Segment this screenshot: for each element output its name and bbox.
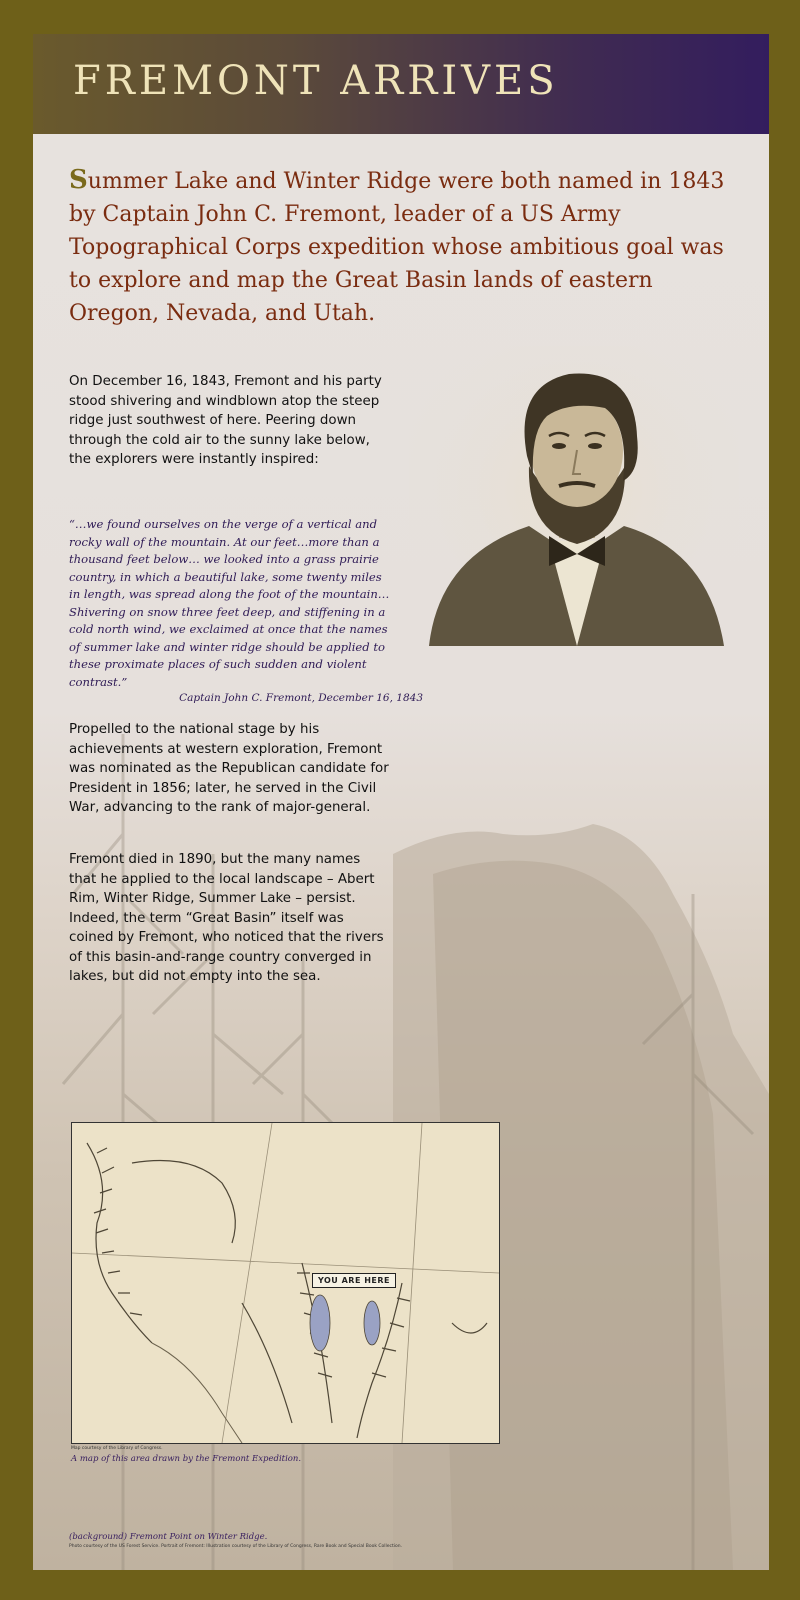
historic-map [71,1122,500,1444]
map-credit: Map courtesy of the Library of Congress. [71,1446,163,1451]
paragraph-legacy: Fremont died in 1890, but the many names that he applied to the local landscape – Abert Rim, Winter Ridge, Summer Lake – persist. Indeed, the term “Great Basin” itself was coined by Fremont, who noticed that the rivers of this basin-and-range country converged in lakes, but did not empty into the sea. [69,852,384,984]
intro-paragraph [69,164,729,330]
fremont-quote: “…we found ourselves on the verge of a vertical and rocky wall of the mountain. At our feet…more than a thousand feet below… we looked into a grass prairie country, in which a beautiful lake, some twenty miles in length, was spread along the foot of the mountain… Shivering on snow three feet deep, and stiffening in a cold north wind, we exclaimed at once that the names of summer lake and winter ridge should be applied to these proximate places of such sudden and violent contrast.” [69,517,390,689]
map-caption: A map of this area drawn by the Fremont Expedition. [71,1454,302,1464]
map-drawing [72,1123,499,1443]
page-title: FREMONT ARRIVES [73,58,559,104]
photo-credit: Photo courtesy of the US Forest Service. Portrait of Fremont: Illustration courtesy of the Library of Congress, Rare Book and Special Book Collection. [69,1544,403,1549]
map-summer-lake [310,1295,330,1351]
paragraph-national-stage: Propelled to the national stage by his achievements at western exploration, Fremont was nominated as the Republican candidate for President in 1856; later, he served in the Civil War, advancing to the rank of major-general. [69,722,389,815]
you-are-here-marker: YOU ARE HERE [312,1273,396,1288]
fremont-portrait [409,346,739,666]
content-panel [33,134,769,1570]
intro-text: ummer Lake and Winter Ridge were both named in 1843 by Captain John C. Fremont, leader of a US Army Topographical Corps expedition whose ambitious goal was to explore and map the Great Basin lands of eastern Oregon, Nevada, and Utah. [69,169,725,326]
quote-attribution: Captain John C. Fremont, December 16, 1843 [179,692,423,704]
header-banner [33,34,769,134]
paragraph-december: On December 16, 1843, Fremont and his party stood shivering and windblown atop the steep ridge just southwest of here. Peering down through the cold air to the sunny lake below, the explorers were instantly inspired: [69,374,382,467]
map-abert-lake [364,1301,380,1345]
background-caption: (background) Fremont Point on Winter Ridge. [69,1532,268,1542]
intro-dropcap: S [69,165,88,195]
